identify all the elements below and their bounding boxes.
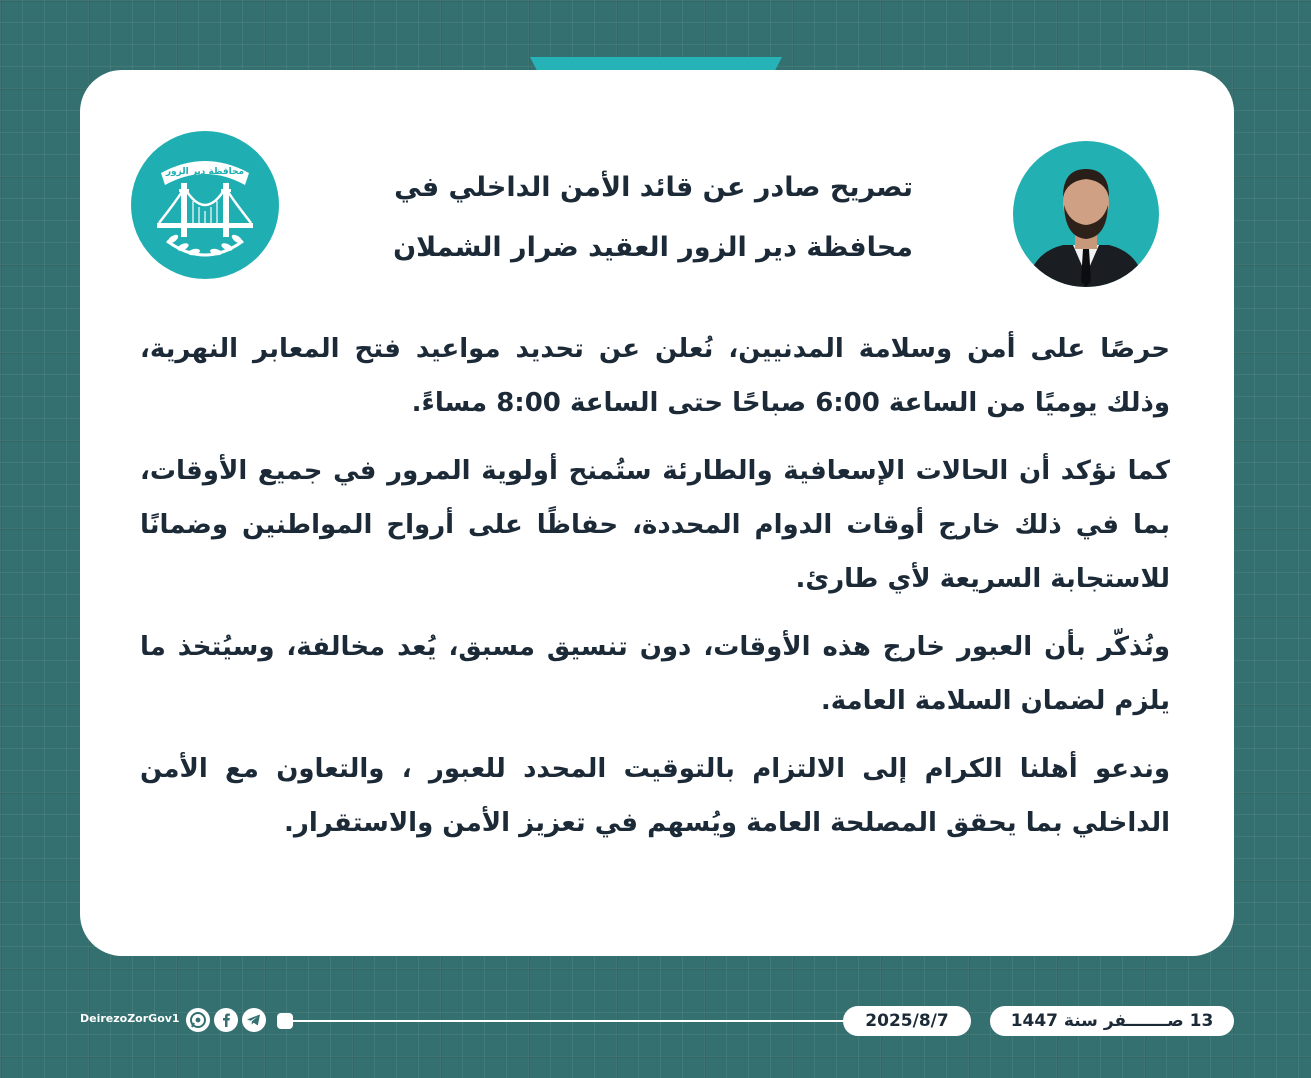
- facebook-icon[interactable]: [214, 1008, 238, 1032]
- paragraph: كما نؤكد أن الحالات الإسعافية والطارئة ستُمنح أولوية المرور في جميع الأوقات، بما في ذلك خارج أوقات الدوام المحددة، حفاظًا على أرواح المواطنين وضمانًا للاستجابة السريعة لأي طارئ.: [140, 456, 1170, 594]
- social-handle[interactable]: DeirezoZorGov1: [80, 1012, 180, 1025]
- paragraph: وندعو أهلنا الكرام إلى الالتزام بالتوقيت المحدد للعبور ، والتعاون مع الأمن الداخلي بما يحقق المصلحة العامة ويُسهم في تعزيز الأمن والاستقرار.: [140, 754, 1170, 838]
- statement-body: [140, 322, 1170, 864]
- paragraph: ونُذكّر بأن العبور خارج هذه الأوقات، دون تنسيق مسبق، يُعد مخالفة، وسيُتخذ ما يلزم لضمان السلامة العامة.: [140, 632, 1170, 716]
- logo-text: محافظة دير الزور: [165, 167, 245, 177]
- footer-divider: [288, 1020, 848, 1022]
- official-photo: [1013, 141, 1159, 287]
- paragraph: حرصًا على أمن وسلامة المدنيين، نُعلن عن تحديد مواعيد فتح المعابر النهرية، وذلك يوميًا من الساعة 6:00 صباحًا حتى الساعة 8:00 مساءً.: [140, 334, 1170, 418]
- statement-title: [353, 158, 913, 278]
- hijri-date: 13 صـــــــفر سنة 1447: [990, 1006, 1234, 1036]
- title-line: محافظة دير الزور العقيد ضرار الشملان: [393, 232, 913, 263]
- telegram-icon[interactable]: [242, 1008, 266, 1032]
- bridge-emblem-icon: [131, 131, 279, 279]
- whatsapp-icon[interactable]: [186, 1008, 210, 1032]
- gregorian-date: 2025/8/7: [843, 1006, 971, 1036]
- governorate-logo: [131, 131, 279, 279]
- official-portrait-icon: [1013, 141, 1159, 287]
- title-line: تصريح صادر عن قائد الأمن الداخلي في: [394, 172, 913, 203]
